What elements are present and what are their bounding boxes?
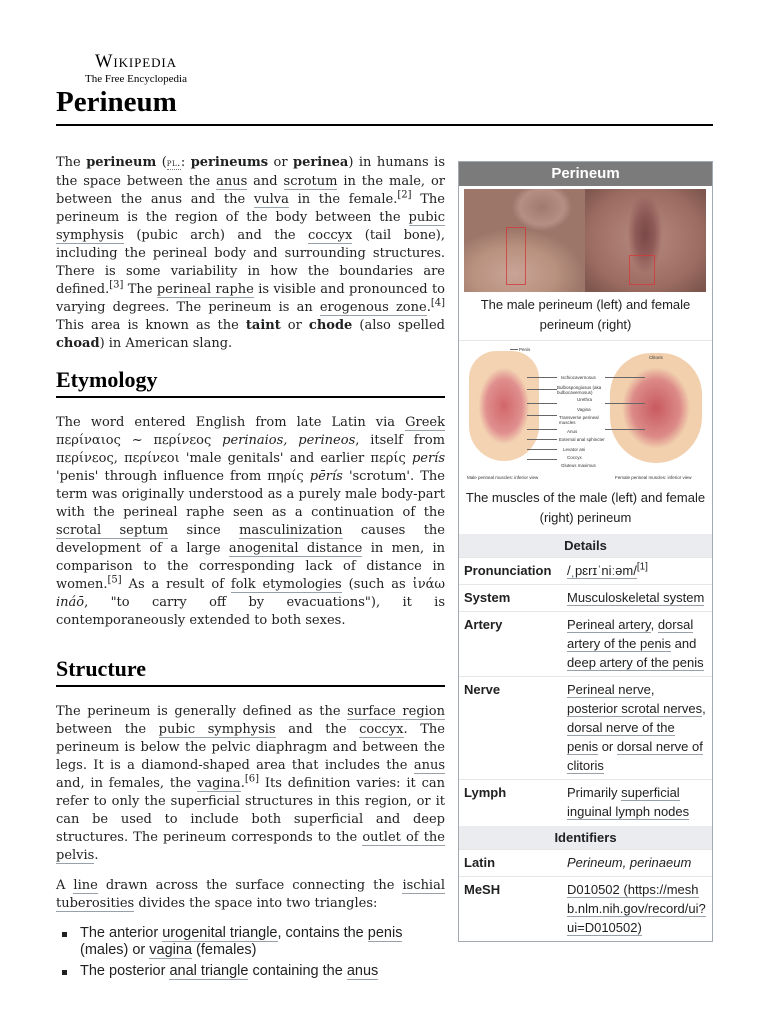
link-dorsal-artery-penis[interactable]: dorsal artery of the penis bbox=[567, 617, 694, 651]
link-posterior-scrotal-nerves[interactable]: posterior scrotal nerves bbox=[567, 701, 703, 716]
link-musculoskeletal-system[interactable]: Musculoskeletal system bbox=[567, 590, 705, 605]
link-outlet-of-pelvis[interactable]: outlet of the pelvis bbox=[56, 830, 445, 863]
diagram-label: Urethra bbox=[577, 397, 593, 402]
article-body bbox=[56, 154, 445, 984]
row-artery: Artery Perineal artery, dorsal artery of the penis and deep artery of the penis bbox=[459, 611, 712, 676]
infobox-title: Perineum bbox=[459, 162, 712, 186]
details-heading: Details bbox=[459, 533, 712, 557]
intro-paragraph: The perineum (pl.: perineums or perinea) in humans is the space between the anus and scrotum in the male, or between the anus and the vulva in the female.[2] The perineum is the region of the body between the pubic symphysis (pubic arch) and the coccyx (tail bone), including the perineal body and surrounding structures. There is some variability in how the boundaries are defined.[3] The perineal raphe is visible and pronounced to varying degrees. The perineum is an erogenous zone.[4] This area is known as the taint or chode (also spelled choad) in American slang. bbox=[56, 155, 446, 351]
pronunciation-ipa[interactable]: /ˌpɛrɪˈniːəm/ bbox=[567, 563, 637, 578]
perineal-muscles-diagram[interactable] bbox=[465, 345, 706, 485]
link-penis[interactable]: penis bbox=[367, 925, 403, 941]
latin-value: Perineum, perinaeum bbox=[567, 855, 692, 870]
link-anal-triangle[interactable]: anal triangle bbox=[169, 963, 249, 979]
female-perineum-photo[interactable] bbox=[585, 189, 706, 292]
diagram-label: Coccyx bbox=[567, 455, 582, 460]
citation-3[interactable]: [3] bbox=[109, 279, 124, 291]
identifiers-heading: Identifiers bbox=[459, 825, 712, 849]
link-anus-2[interactable]: anus bbox=[413, 758, 445, 773]
logo-tagline: The Free Encyclopedia bbox=[84, 73, 187, 85]
citation-2[interactable]: [2] bbox=[397, 189, 412, 201]
link-coccyx-2[interactable]: coccyx bbox=[359, 722, 404, 737]
link-inguinal-lymph-nodes[interactable]: superficial inguinal lymph nodes bbox=[567, 785, 690, 819]
structure-paragraph-1: The perineum is generally defined as the surface region between the pubic symphysis and the coccyx. The perineum is below the pelvic diaphragm and between the legs. It is a diamond-shaped area that includes the anus and, in females, the vagina.[6] Its definition varies: it can refer to only the superficial structures in this region, or it can be used to include both superficial and deep structures. The perineum corresponds to the outlet of the pelvis. bbox=[56, 704, 445, 863]
photo-caption: The male perineum (left) and female perineum (right) bbox=[480, 297, 691, 332]
infobox bbox=[458, 161, 713, 942]
link-pubic-symphysis[interactable]: pubic symphysis bbox=[56, 210, 445, 243]
diagram-label: External anal sphincter bbox=[559, 437, 605, 442]
link-dorsal-nerve-clitoris[interactable]: dorsal nerve of clitoris bbox=[567, 739, 703, 773]
link-anogenital-distance[interactable]: anogenital distance bbox=[228, 541, 363, 556]
link-surface-region[interactable]: surface region bbox=[347, 704, 445, 719]
logo-wordmark: Wikipedia bbox=[95, 52, 177, 72]
list-item: The posterior anal triangle containing the anus bbox=[56, 963, 445, 980]
row-nerve: Nerve Perineal nerve, posterior scrotal nerves, dorsal nerve of the penis or dorsal nerve of clitoris bbox=[459, 676, 712, 779]
label-pronunciation: Pronunciation bbox=[464, 563, 552, 578]
link-folk-etymologies[interactable]: folk etymologies bbox=[230, 577, 342, 592]
link-ischial-tuberosities[interactable]: ischial tuberosities bbox=[56, 878, 446, 911]
triangle-list bbox=[56, 925, 445, 980]
diagram-label: Transverse perineal muscles bbox=[559, 415, 599, 425]
row-system bbox=[459, 584, 712, 611]
link-masculinization[interactable]: masculinization bbox=[239, 523, 343, 538]
diagram-label: Vagina bbox=[577, 407, 591, 412]
label-system: System bbox=[464, 590, 511, 605]
link-scrotum[interactable]: scrotum bbox=[283, 174, 338, 189]
label-nerve: Nerve bbox=[464, 682, 501, 697]
link-anus[interactable]: anus bbox=[216, 174, 248, 189]
page-title: Perineum bbox=[56, 86, 177, 118]
link-mesh[interactable]: D010502 (https://meshb.nlm.nih.gov/record/ui?ui=D010502) bbox=[567, 882, 706, 935]
plural-abbr[interactable]: pl. bbox=[166, 158, 181, 169]
link-line[interactable]: line bbox=[73, 878, 98, 893]
diagram-label: Ischiocavernosus bbox=[561, 375, 596, 380]
label-lymph: Lymph bbox=[464, 785, 507, 800]
link-pubic-symphysis-2[interactable]: pubic symphysis bbox=[158, 722, 276, 737]
row-mesh bbox=[459, 876, 712, 941]
male-perineum-photo[interactable] bbox=[464, 189, 585, 292]
link-perineal-nerve[interactable]: Perineal nerve bbox=[567, 682, 651, 697]
link-anus-3[interactable]: anus bbox=[346, 963, 379, 979]
link-coccyx[interactable]: coccyx bbox=[308, 228, 353, 243]
infobox-photos bbox=[459, 186, 712, 292]
link-greek[interactable]: Greek bbox=[405, 415, 445, 430]
list-item: The anterior urogenital triangle, contains the penis (males) or vagina (females) bbox=[56, 925, 445, 959]
structure-paragraph-2: A line drawn across the surface connecting the ischial tuberosities divides the space into two triangles: bbox=[56, 878, 446, 911]
link-vagina-2[interactable]: vagina bbox=[149, 942, 193, 958]
diagram-footer-right: Female perineal muscles: inferior view bbox=[615, 475, 692, 480]
diagram-label: Levator ani bbox=[563, 447, 586, 452]
etymology-paragraph: The word entered English from late Latin via Greek περίναιος ~ περίνεος perinaios, perineos, itself from περίνεος, περίνεοι 'male genitals' and earlier περίς perís 'penis' through influence from πηρίς pērís 'scrotum'. The term was originally understood as a purely male body-part with the perineal raphe seen as a continuation of the scrotal septum since masculinization causes the development of a large anogenital distance in men, in comparison to the corresponding lack of distance in women.[5] As a result of folk etymologies (such as ἰνάω ináō, "to carry off by evacuations"), it is contemporaneously extended to both sexes. bbox=[56, 415, 445, 628]
title-divider bbox=[56, 124, 713, 126]
link-perineal-raphe[interactable]: perineal raphe bbox=[156, 282, 254, 297]
heading-etymology: Etymology bbox=[56, 367, 445, 398]
link-perineal-artery[interactable]: Perineal artery bbox=[567, 617, 651, 632]
citation-5[interactable]: [5] bbox=[107, 574, 122, 586]
diagram-caption: The muscles of the male (left) and female (right) perineum bbox=[465, 490, 706, 525]
link-scrotal-septum[interactable]: scrotal septum bbox=[56, 523, 169, 538]
link-deep-artery-penis[interactable]: deep artery of the penis bbox=[567, 655, 704, 670]
diagram-footer-left: Male perineal muscles: inferior view bbox=[467, 475, 539, 480]
link-urogenital-triangle[interactable]: urogenital triangle bbox=[162, 925, 278, 941]
link-dorsal-nerve-penis[interactable]: dorsal nerve of the penis bbox=[567, 720, 675, 754]
male-muscle-illustration bbox=[469, 351, 539, 461]
link-vagina[interactable]: vagina bbox=[196, 776, 241, 791]
diagram-label-penis: Penis bbox=[519, 347, 531, 352]
link-erogenous-zone[interactable]: erogenous zone bbox=[319, 300, 427, 315]
diagram-label: Bulbospongiosus (aka bulbocavernosus) bbox=[557, 385, 602, 395]
row-pronunciation bbox=[459, 557, 712, 584]
citation-6[interactable]: [6] bbox=[244, 773, 259, 785]
citation-4[interactable]: [4] bbox=[430, 297, 445, 309]
diagram-label: Gluteus maximus bbox=[561, 463, 596, 468]
diagram-label: Anus bbox=[567, 429, 578, 434]
label-mesh: MeSH bbox=[464, 882, 501, 897]
diagram-label-clitoris: Clitoris bbox=[649, 355, 663, 360]
citation-1[interactable]: [1] bbox=[636, 561, 648, 573]
label-artery: Artery bbox=[464, 617, 503, 632]
heading-structure: Structure bbox=[56, 656, 445, 687]
link-vulva[interactable]: vulva bbox=[253, 192, 289, 207]
row-latin bbox=[459, 849, 712, 876]
label-latin: Latin bbox=[464, 855, 496, 870]
site-logo[interactable] bbox=[78, 52, 194, 85]
row-lymph: Lymph Primarily superficial inguinal lymph nodes bbox=[459, 779, 712, 825]
female-muscle-illustration bbox=[610, 353, 702, 463]
